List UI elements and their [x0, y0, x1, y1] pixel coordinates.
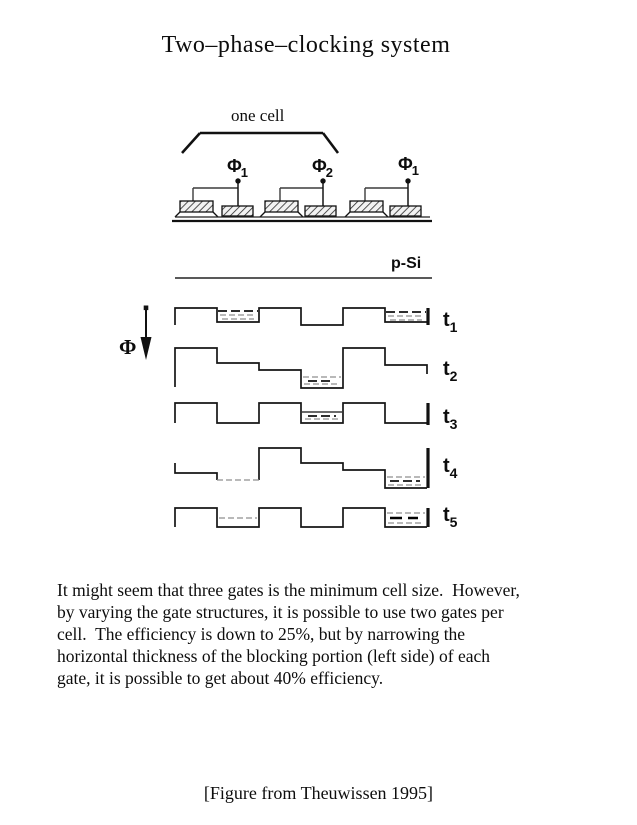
gate-foot	[260, 212, 265, 217]
p-si-label: p-Si	[391, 255, 422, 272]
potential-profile-t4	[259, 448, 427, 488]
phi-axis-label: Φ	[119, 335, 137, 359]
clock-contact-dot	[320, 178, 325, 183]
gate-foot	[213, 212, 218, 217]
caption-line: gate, it is possible to get about 40% efficiency.	[57, 668, 384, 688]
time-label-t4-symbol: t	[443, 455, 450, 477]
phi-arrow-head	[141, 337, 152, 360]
phase-label-phi1-symbol: Φ	[227, 156, 242, 176]
time-label-t3-symbol: t	[443, 406, 450, 428]
phase-label-phi2	[312, 156, 334, 180]
phase-label-phi2-subscript: 2	[325, 165, 334, 180]
time-label-t3	[443, 406, 458, 432]
phase-label-phi2-symbol: Φ	[312, 156, 327, 176]
time-label-t2-subscript: 2	[449, 368, 458, 384]
gate-electrode-storage	[390, 206, 421, 216]
time-label-t5-symbol: t	[443, 504, 450, 526]
time-label-t4-subscript: 4	[449, 465, 458, 481]
phase-label-phi1	[398, 154, 420, 178]
phase-label-phi1-symbol: Φ	[398, 154, 413, 174]
gate-foot	[298, 212, 303, 217]
gate-electrode-storage	[222, 206, 253, 216]
one-cell-label: one cell	[231, 106, 285, 125]
potential-profile-t4	[175, 463, 217, 480]
phase-label-phi1-subscript: 1	[411, 163, 420, 178]
caption-line: cell. The efficiency is down to 25%, but by narrowing the	[57, 624, 466, 644]
gate-electrode-blocking	[265, 201, 298, 212]
potential-profile-t3	[175, 403, 427, 423]
caption-line: by varying the gate structures, it is possible to use two gates per	[57, 602, 504, 622]
gate-foot	[345, 212, 350, 217]
gate-electrode-blocking	[180, 201, 213, 212]
caption-line: It might seem that three gates is the minimum cell size. However,	[57, 580, 520, 600]
potential-profile-t5	[175, 508, 427, 527]
potential-profile-t2	[175, 348, 427, 388]
gate-electrode-storage	[305, 206, 336, 216]
time-label-t3-subscript: 3	[449, 416, 458, 432]
time-label-t1-subscript: 1	[449, 319, 458, 335]
time-label-t2-symbol: t	[443, 358, 450, 380]
time-label-t2	[443, 358, 458, 384]
time-label-t1	[443, 309, 458, 335]
phase-label-phi1	[227, 156, 249, 180]
gate-foot	[175, 212, 180, 217]
caption-line: horizontal thickness of the blocking portion (left side) of each	[57, 646, 490, 666]
one-cell-bracket-left	[182, 133, 200, 153]
gate-foot	[383, 212, 388, 217]
time-label-t4	[443, 455, 458, 481]
page-title: Two–phase–clocking system	[161, 32, 451, 58]
time-label-t1-symbol: t	[443, 309, 450, 331]
one-cell-bracket-right	[323, 133, 338, 153]
phase-label-phi1-subscript: 1	[240, 165, 249, 180]
figure-credit: [Figure from Theuwissen 1995]	[203, 783, 434, 803]
clock-contact-dot	[235, 178, 240, 183]
clock-contact-dot	[405, 178, 410, 183]
time-label-t5	[443, 504, 458, 530]
time-label-t5-subscript: 5	[449, 514, 458, 530]
caption-paragraph	[57, 579, 520, 689]
gate-electrode-blocking	[350, 201, 383, 212]
